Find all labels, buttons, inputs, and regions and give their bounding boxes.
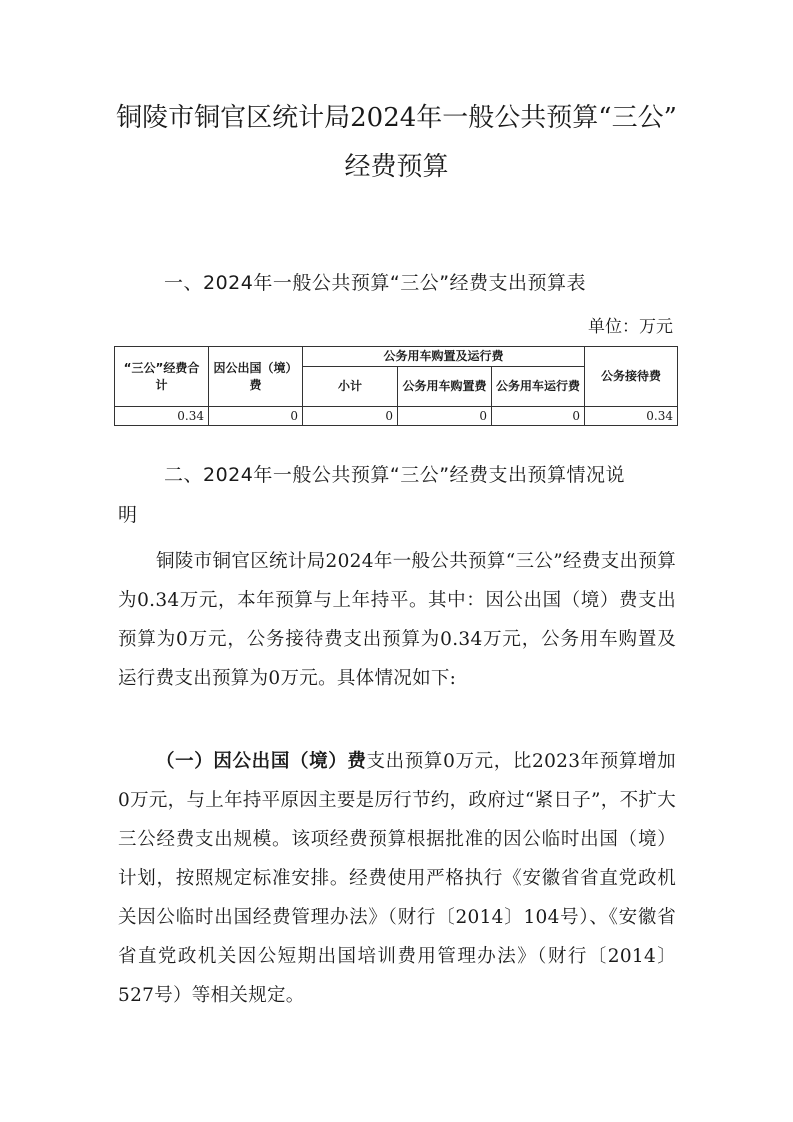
cell-vehicle-purchase: 0 [398,407,492,426]
title-line-1: 铜陵市铜官区统计局2024年一般公共预算“三公” [116,103,677,133]
paragraph-abroad-lead: （一）因公出国（境）费 [156,751,367,772]
document-title [60,94,733,192]
cell-vehicle-operation: 0 [492,407,585,426]
section-1-heading: 一、2024年一般公共预算“三公”经费支出预算表 [164,272,587,294]
cell-abroad: 0 [209,407,303,426]
paragraph-abroad-body: 支出预算0万元，比2023年预算增加0万元，与上年持平原因主要是厉行节约，政府过“紧日子”，不扩大三公经费支出规模。该项经费预算根据批准的因公临时出国（境）计划，按照规定标准安排。经费使用严格执行《安徽省省直党政机关因公临时出国经费管理办法》（财行〔2014〕104号）、《安徽省省直党政机关因公短期出国培训费用管理办法》（财行〔2014〕527号）等相关规定。 [118,751,676,1006]
header-total: “三公”经费合计 [115,347,209,407]
cell-subtotal: 0 [303,407,398,426]
cell-reception: 0.34 [585,407,678,426]
header-vehicle-operation: 公务用车运行费 [492,367,585,407]
header-subtotal: 小计 [303,367,398,407]
header-reception: 公务接待费 [585,347,678,407]
table-row [115,407,678,426]
title-line-2: 经费预算 [344,152,449,182]
unit-label: 单位：万元 [588,317,673,337]
paragraph-abroad [118,742,676,1015]
budget-table [114,346,678,426]
section-2-heading-continued: 明 [118,504,138,526]
cell-total: 0.34 [115,407,209,426]
header-vehicle-group: 公务用车购置及运行费 [303,347,585,367]
section-2-heading: 二、2024年一般公共预算“三公”经费支出预算情况说 [164,464,626,486]
paragraph-summary: 铜陵市铜官区统计局2024年一般公共预算“三公”经费支出预算为0.34万元，本年预算与上年持平。其中：因公出国（境）费支出预算为0万元，公务接待费支出预算为0.34万元，公务用车购置及运行费支出预算为0万元。具体情况如下: [118,551,676,689]
header-vehicle-purchase: 公务用车购置费 [398,367,492,407]
header-abroad: 因公出国（境）费 [209,347,303,407]
